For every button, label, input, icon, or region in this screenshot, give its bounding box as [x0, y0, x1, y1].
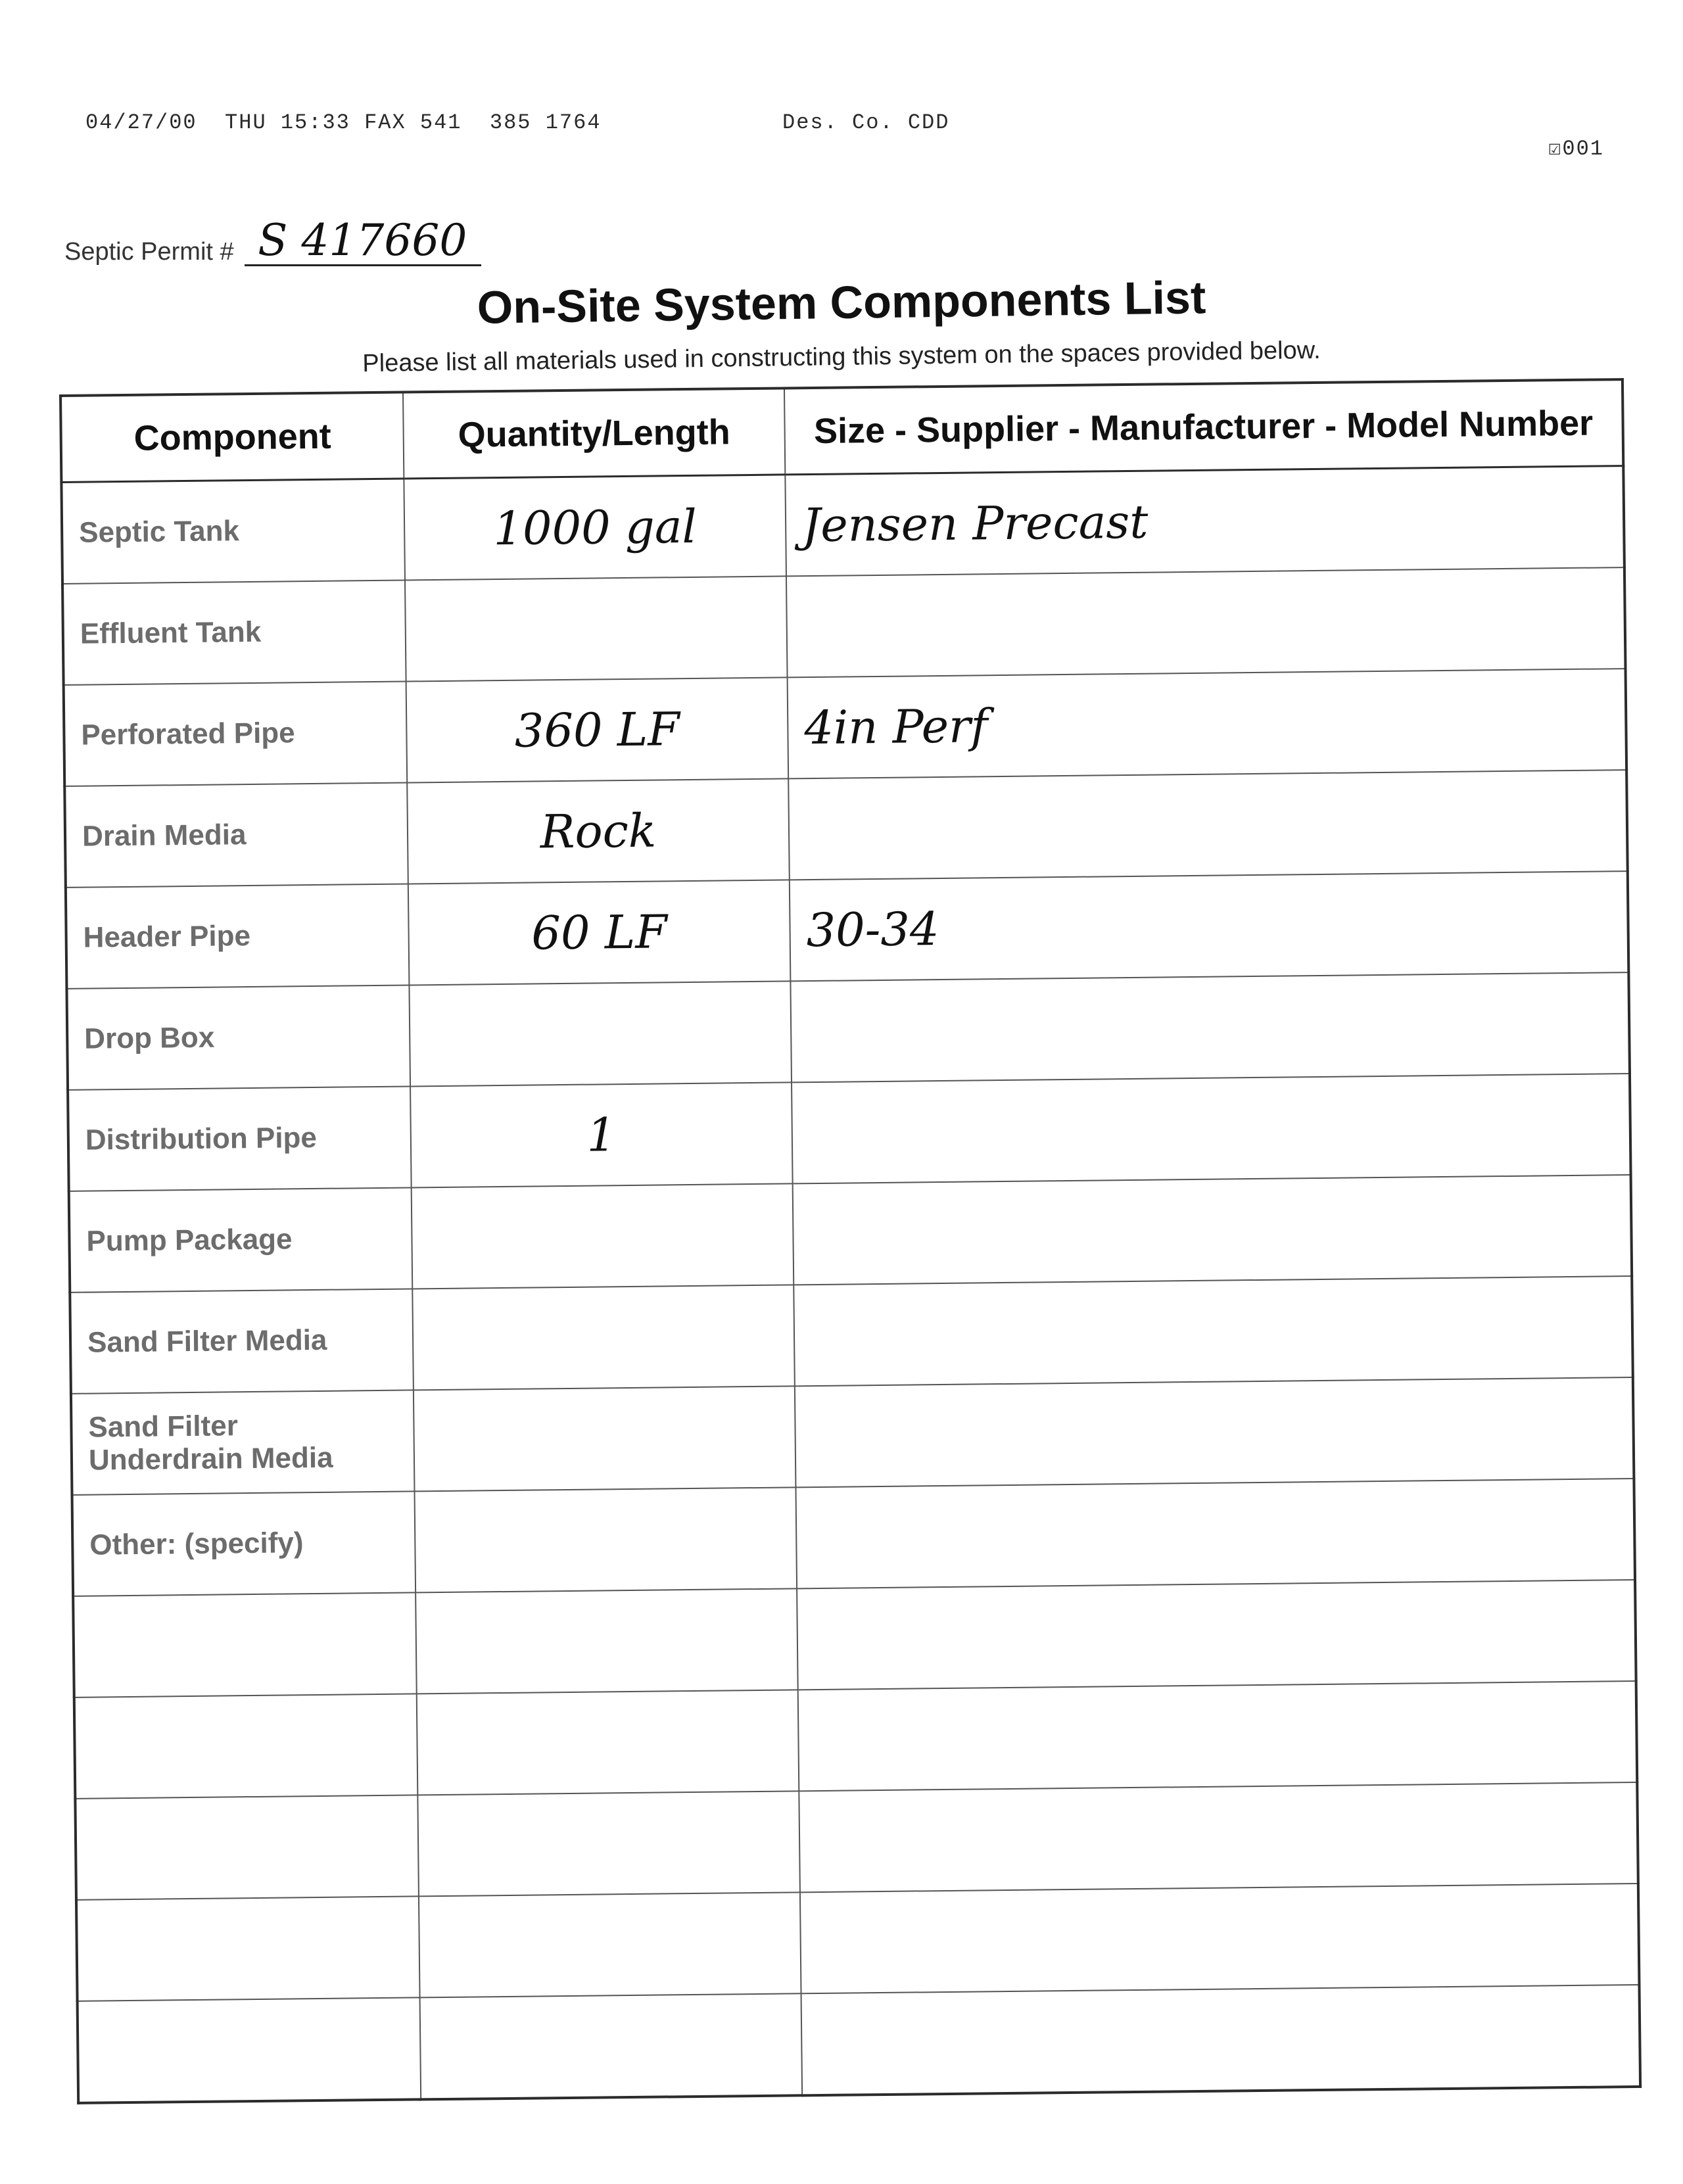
- table-row: [71, 1377, 1634, 1495]
- component-name: [75, 1795, 419, 1899]
- table-row: [62, 567, 1625, 685]
- fax-header: [85, 110, 1604, 161]
- table-row: [66, 871, 1628, 989]
- quantity-entry[interactable]: 1: [410, 1082, 793, 1187]
- table-row: [66, 972, 1629, 1090]
- column-header-quantity: Quantity/Length: [403, 388, 785, 479]
- component-name: Other: (specify): [72, 1491, 416, 1596]
- component-name: [78, 1997, 421, 2102]
- table-header-row: [60, 379, 1623, 482]
- components-table: [59, 378, 1642, 2104]
- details-entry[interactable]: [793, 1175, 1632, 1285]
- details-entry[interactable]: [792, 1074, 1631, 1183]
- table-row: [64, 770, 1627, 888]
- component-name: Header Pipe: [66, 884, 410, 988]
- quantity-entry[interactable]: [409, 981, 792, 1086]
- table-row: [64, 669, 1626, 786]
- details-entry[interactable]: [795, 1479, 1635, 1588]
- fax-check-icon: ☑: [1548, 137, 1563, 161]
- details-entry[interactable]: [788, 770, 1628, 880]
- quantity-entry[interactable]: [414, 1386, 796, 1491]
- quantity-entry[interactable]: [412, 1285, 795, 1390]
- details-entry[interactable]: [786, 567, 1626, 677]
- quantity-entry[interactable]: [415, 1487, 797, 1592]
- permit-label: Septic Permit #: [64, 238, 234, 266]
- details-entry[interactable]: [790, 972, 1630, 1082]
- details-entry[interactable]: [794, 1276, 1633, 1386]
- document-title: On-Site System Components List: [477, 272, 1206, 333]
- quantity-entry[interactable]: 60 LF: [408, 880, 791, 985]
- component-name: Effluent Tank: [62, 581, 406, 685]
- column-header-details: Size - Supplier - Manufacturer - Model Number: [784, 379, 1623, 475]
- component-name: [76, 1896, 420, 2001]
- permit-number-field: [64, 217, 481, 266]
- column-header-component: Component: [60, 392, 404, 483]
- component-name: Perforated Pipe: [64, 681, 408, 786]
- fax-page-number-text: 001: [1562, 137, 1604, 161]
- table-row: [69, 1175, 1632, 1293]
- quantity-entry[interactable]: [405, 576, 788, 681]
- table-row: [72, 1479, 1635, 1596]
- fax-page-number: [1465, 110, 1604, 185]
- table-row: [70, 1276, 1632, 1394]
- details-entry[interactable]: 4in Perf: [788, 669, 1627, 778]
- table-row: [75, 1782, 1638, 1900]
- permit-number: S 417660: [245, 217, 481, 266]
- quantity-entry[interactable]: [419, 1892, 801, 1997]
- component-name: Sand Filter Media: [70, 1289, 414, 1393]
- table-body: [61, 466, 1640, 2103]
- component-name: Distribution Pipe: [68, 1086, 412, 1191]
- table-row: [73, 1580, 1636, 1697]
- component-name: Pump Package: [69, 1187, 413, 1292]
- quantity-entry[interactable]: 360 LF: [406, 677, 789, 782]
- details-entry[interactable]: [795, 1377, 1634, 1487]
- quantity-entry[interactable]: [412, 1183, 794, 1289]
- quantity-entry[interactable]: [415, 1588, 798, 1694]
- quantity-entry[interactable]: [417, 1791, 800, 1896]
- table-row: [78, 1985, 1640, 2103]
- component-name: [73, 1592, 417, 1697]
- table-row: [61, 466, 1624, 584]
- details-entry[interactable]: [800, 1884, 1640, 1993]
- details-entry[interactable]: Jensen Precast: [785, 466, 1624, 577]
- details-entry[interactable]: [798, 1681, 1638, 1791]
- document-subtitle: Please list all materials used in constructing this system on the spaces provided below.: [362, 336, 1321, 378]
- quantity-entry[interactable]: 1000 gal: [404, 475, 786, 581]
- details-entry[interactable]: 30-34: [790, 871, 1629, 981]
- details-entry[interactable]: [799, 1782, 1638, 1892]
- details-entry[interactable]: [801, 1985, 1641, 2095]
- table-row: [74, 1681, 1637, 1799]
- component-name: Drop Box: [66, 985, 410, 1089]
- component-name: [74, 1694, 418, 1798]
- quantity-entry[interactable]: [417, 1690, 799, 1795]
- component-name: Septic Tank: [61, 479, 405, 584]
- quantity-entry[interactable]: [420, 1993, 803, 2099]
- table-row: [68, 1074, 1630, 1191]
- component-name: Drain Media: [64, 782, 408, 887]
- table-row: [76, 1884, 1639, 2001]
- component-name: Sand Filter Underdrain Media: [71, 1390, 415, 1494]
- details-entry[interactable]: [797, 1580, 1636, 1690]
- quantity-entry[interactable]: Rock: [407, 778, 790, 884]
- fax-department: Des. Co. CDD: [782, 110, 950, 135]
- fax-transmission-line: 04/27/00 THU 15:33 FAX 541 385 1764: [85, 110, 602, 135]
